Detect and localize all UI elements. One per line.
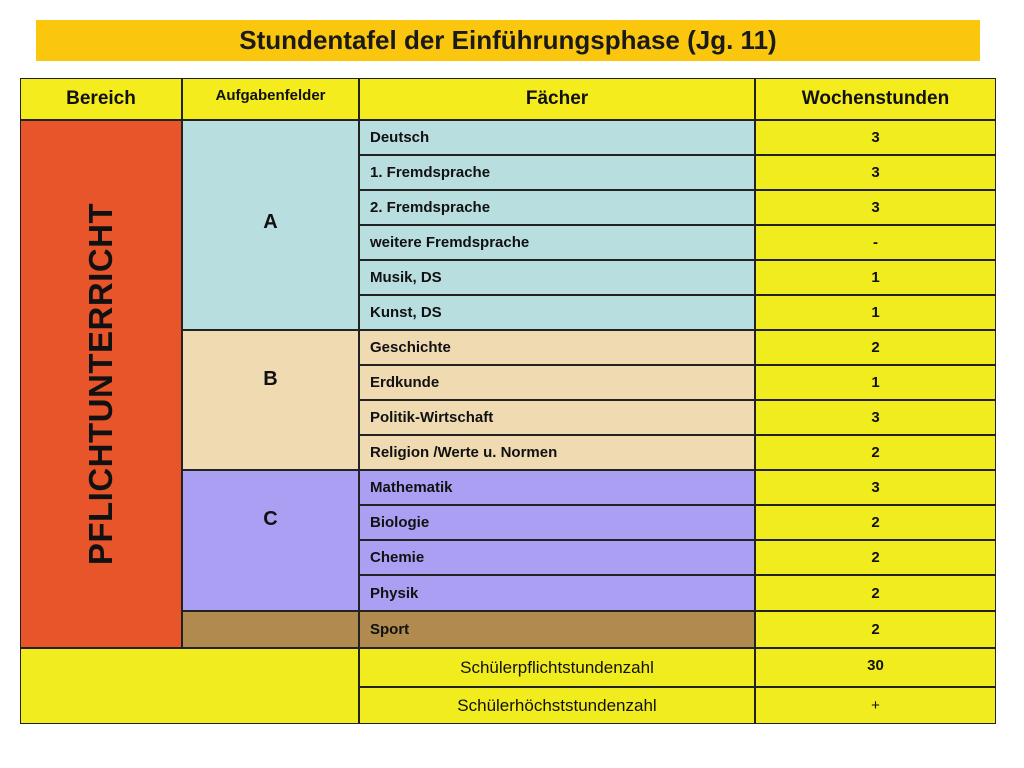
title-banner xyxy=(36,20,980,61)
stundentafel-table xyxy=(20,78,996,724)
subject-weitere-fremdsprache: weitere Fremdsprache xyxy=(360,226,754,259)
hours-fremdsprache-2: 3 xyxy=(756,191,995,224)
hours-mathematik: 3 xyxy=(756,471,995,504)
hours-weitere-fremdsprache: - xyxy=(756,226,995,259)
summary-blank xyxy=(21,649,358,723)
subject-religion: Religion /Werte u. Normen xyxy=(360,436,754,469)
group-b xyxy=(183,331,358,469)
group-c-label: C xyxy=(263,508,278,530)
hours-deutsch: 3 xyxy=(756,121,995,154)
hours-fremdsprache-1: 3 xyxy=(756,156,995,189)
header-faecher: Fächer xyxy=(360,79,754,119)
subject-politik-wirtschaft: Politik-Wirtschaft xyxy=(360,401,754,434)
summary-pflicht-value: 30 xyxy=(756,649,995,686)
subject-kunst: Kunst, DS xyxy=(360,296,754,329)
hours-sport: 2 xyxy=(756,612,995,647)
hours-chemie: 2 xyxy=(756,541,995,574)
header-wochenstunden: Wochenstunden xyxy=(756,79,995,119)
hours-musik: 1 xyxy=(756,261,995,294)
group-c xyxy=(183,471,358,610)
bereich-pflichtunterricht xyxy=(21,121,181,647)
hours-religion: 2 xyxy=(756,436,995,469)
subject-chemie: Chemie xyxy=(360,541,754,574)
subject-geschichte: Geschichte xyxy=(360,331,754,364)
subject-deutsch: Deutsch xyxy=(360,121,754,154)
subject-biologie: Biologie xyxy=(360,506,754,539)
hours-geschichte: 2 xyxy=(756,331,995,364)
subject-fremdsprache-1: 1. Fremdsprache xyxy=(360,156,754,189)
subject-erdkunde: Erdkunde xyxy=(360,366,754,399)
bereich-label: PFLICHTUNTERRICHT xyxy=(82,202,119,566)
summary-pflicht-label: Schülerpflichtstundenzahl xyxy=(360,649,754,686)
group-b-label: B xyxy=(263,368,278,390)
hours-erdkunde: 1 xyxy=(756,366,995,399)
summary-hoechst-value: + xyxy=(756,688,995,723)
hours-politik-wirtschaft: 3 xyxy=(756,401,995,434)
header-bereich: Bereich xyxy=(21,79,181,119)
header-aufgabenfelder: Aufgabenfelder xyxy=(183,79,358,119)
subject-fremdsprache-2: 2. Fremdsprache xyxy=(360,191,754,224)
subject-physik: Physik xyxy=(360,576,754,610)
hours-biologie: 2 xyxy=(756,506,995,539)
group-a-label: A xyxy=(263,211,278,233)
hours-kunst: 1 xyxy=(756,296,995,329)
subject-musik: Musik, DS xyxy=(360,261,754,294)
hours-physik: 2 xyxy=(756,576,995,610)
sport-group xyxy=(183,612,358,647)
subject-mathematik: Mathematik xyxy=(360,471,754,504)
page-title: Stundentafel der Einführungsphase (Jg. 11) xyxy=(239,25,777,55)
group-a xyxy=(183,121,358,329)
summary-hoechst-label: Schülerhöchststundenzahl xyxy=(360,688,754,723)
subject-sport: Sport xyxy=(360,612,754,647)
